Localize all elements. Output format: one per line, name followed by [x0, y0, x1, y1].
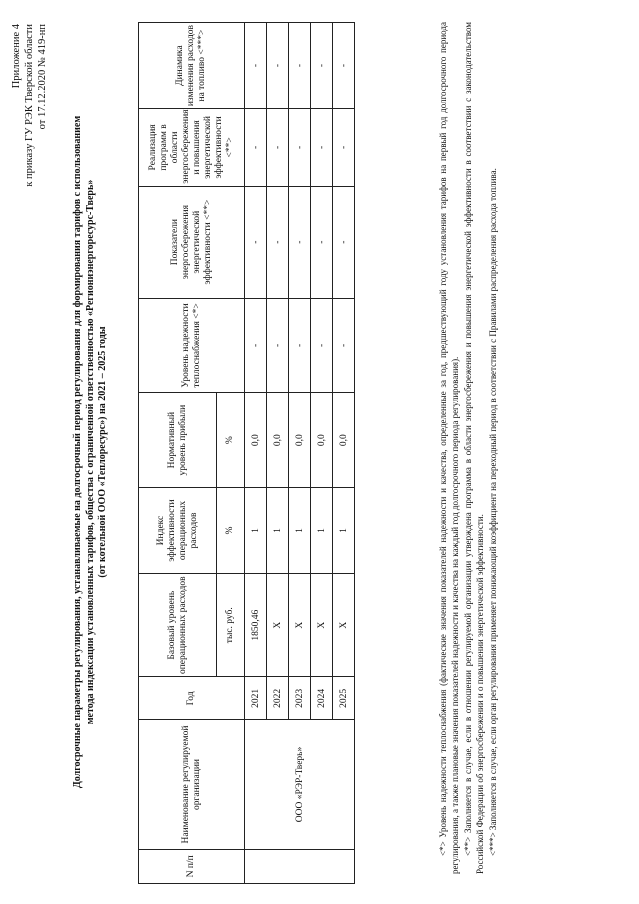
year-cell: 2023	[289, 677, 311, 720]
title-line-1: Долгосрочные параметры регулирования, устанавливаемые на долгосрочный период регулирования для формирования тарифов с использованием	[72, 115, 83, 789]
reliability-cell: -	[333, 298, 355, 393]
parameters-table-wrap	[138, 22, 355, 884]
header-fuel: Динамика изменения расходов на топливо <***>	[139, 23, 245, 109]
title-line-3: (от котельной ООО «Теплоресурс») на 2021 – 2025 годы	[97, 326, 108, 578]
energy-cell: -	[245, 186, 267, 298]
program-cell: -	[267, 109, 289, 186]
base-cell: X	[333, 574, 355, 677]
year-cell: 2025	[333, 677, 355, 720]
row-num-cell	[245, 849, 355, 883]
title-line-2: метода индексации установленных тарифов, общества с ограниченной ответственностью «Региониэнергоресурс-Тверь»	[84, 179, 96, 725]
energy-cell: -	[267, 186, 289, 298]
fuel-cell: -	[289, 23, 311, 109]
index-cell: 1	[333, 487, 355, 573]
profit-cell: 0,0	[267, 393, 289, 488]
index-cell: 1	[311, 487, 333, 573]
program-cell: -	[333, 109, 355, 186]
appendix-number: Приложение 4	[11, 24, 22, 89]
base-cell: 1850,46	[245, 574, 267, 677]
profit-cell: 0,0	[333, 393, 355, 488]
footnotes	[438, 22, 502, 874]
energy-cell: -	[311, 186, 333, 298]
unit-profit: %	[217, 393, 245, 488]
profit-cell: 0,0	[311, 393, 333, 488]
parameters-table	[138, 22, 355, 884]
energy-cell: -	[289, 186, 311, 298]
base-cell: X	[311, 574, 333, 677]
year-cell: 2021	[245, 677, 267, 720]
appendix-order: к приказу ГУ РЭК Тверской области	[24, 24, 35, 187]
index-cell: 1	[289, 487, 311, 573]
fuel-cell: -	[267, 23, 289, 109]
fuel-cell: -	[245, 23, 267, 109]
table-row	[245, 23, 267, 884]
footnote-energy: <**> Заполняется в случае, если в отношении регулируемой организации утверждена программа в области энергосбережения и повышения энергетической эффективности в соответствии с законодательством Российской Федерации об энергосбережении и о повышении энергетической эффективности.	[463, 22, 485, 874]
header-energy: Показатели энергосбережения энергетической эффективности <**>	[139, 186, 245, 298]
program-cell: -	[289, 109, 311, 186]
base-cell: X	[289, 574, 311, 677]
header-reliability: Уровень надежности теплоснабжения <*>	[139, 298, 245, 393]
header-num: N п/п	[139, 849, 245, 883]
unit-base: тыс. руб.	[217, 574, 245, 677]
header-org: Наименование регулируемой организации	[139, 720, 245, 849]
index-cell: 1	[267, 487, 289, 573]
header-index: Индекс эффективности операционных расходов	[139, 487, 217, 573]
reliability-cell: -	[245, 298, 267, 393]
header-profit: Нормативный уровень прибыли	[139, 393, 217, 488]
footnote-fuel: <***> Заполняется в случае, если орган регулирования применяет понижающий коэффициент на переходный период в соответствии с Правилами распределения расхода топлива.	[488, 168, 498, 856]
index-cell: 1	[245, 487, 267, 573]
reliability-cell: -	[267, 298, 289, 393]
base-cell: X	[267, 574, 289, 677]
org-name-cell: ООО «РЭР-Тверь»	[245, 720, 355, 849]
unit-index: %	[217, 487, 245, 573]
year-cell: 2022	[267, 677, 289, 720]
document-title	[72, 20, 110, 884]
fuel-cell: -	[311, 23, 333, 109]
header-base: Базовый уровень операционных расходов	[139, 574, 217, 677]
program-cell: -	[311, 109, 333, 186]
year-cell: 2024	[311, 677, 333, 720]
fuel-cell: -	[333, 23, 355, 109]
reliability-cell: -	[289, 298, 311, 393]
profit-cell: 0,0	[289, 393, 311, 488]
appendix-header	[10, 24, 49, 187]
energy-cell: -	[333, 186, 355, 298]
reliability-cell: -	[311, 298, 333, 393]
appendix-date: от 17.12.2020 № 419-нп	[37, 24, 48, 130]
footnote-reliability: <*> Уровень надежности теплоснабжения (фактические значения показателей надежности и качества, определенные за год, предшествующий году установления тарифов на первый год долгосрочного периода регулирования, а также плановые значения показателей надежности и качества на каждый год долгосрочного периода регулирования).	[438, 22, 460, 874]
profit-cell: 0,0	[245, 393, 267, 488]
header-program: Реализация программ в области энергосбережения и повышения энергетической эффективности <**>	[139, 109, 245, 186]
header-year: Год	[139, 677, 245, 720]
program-cell: -	[245, 109, 267, 186]
